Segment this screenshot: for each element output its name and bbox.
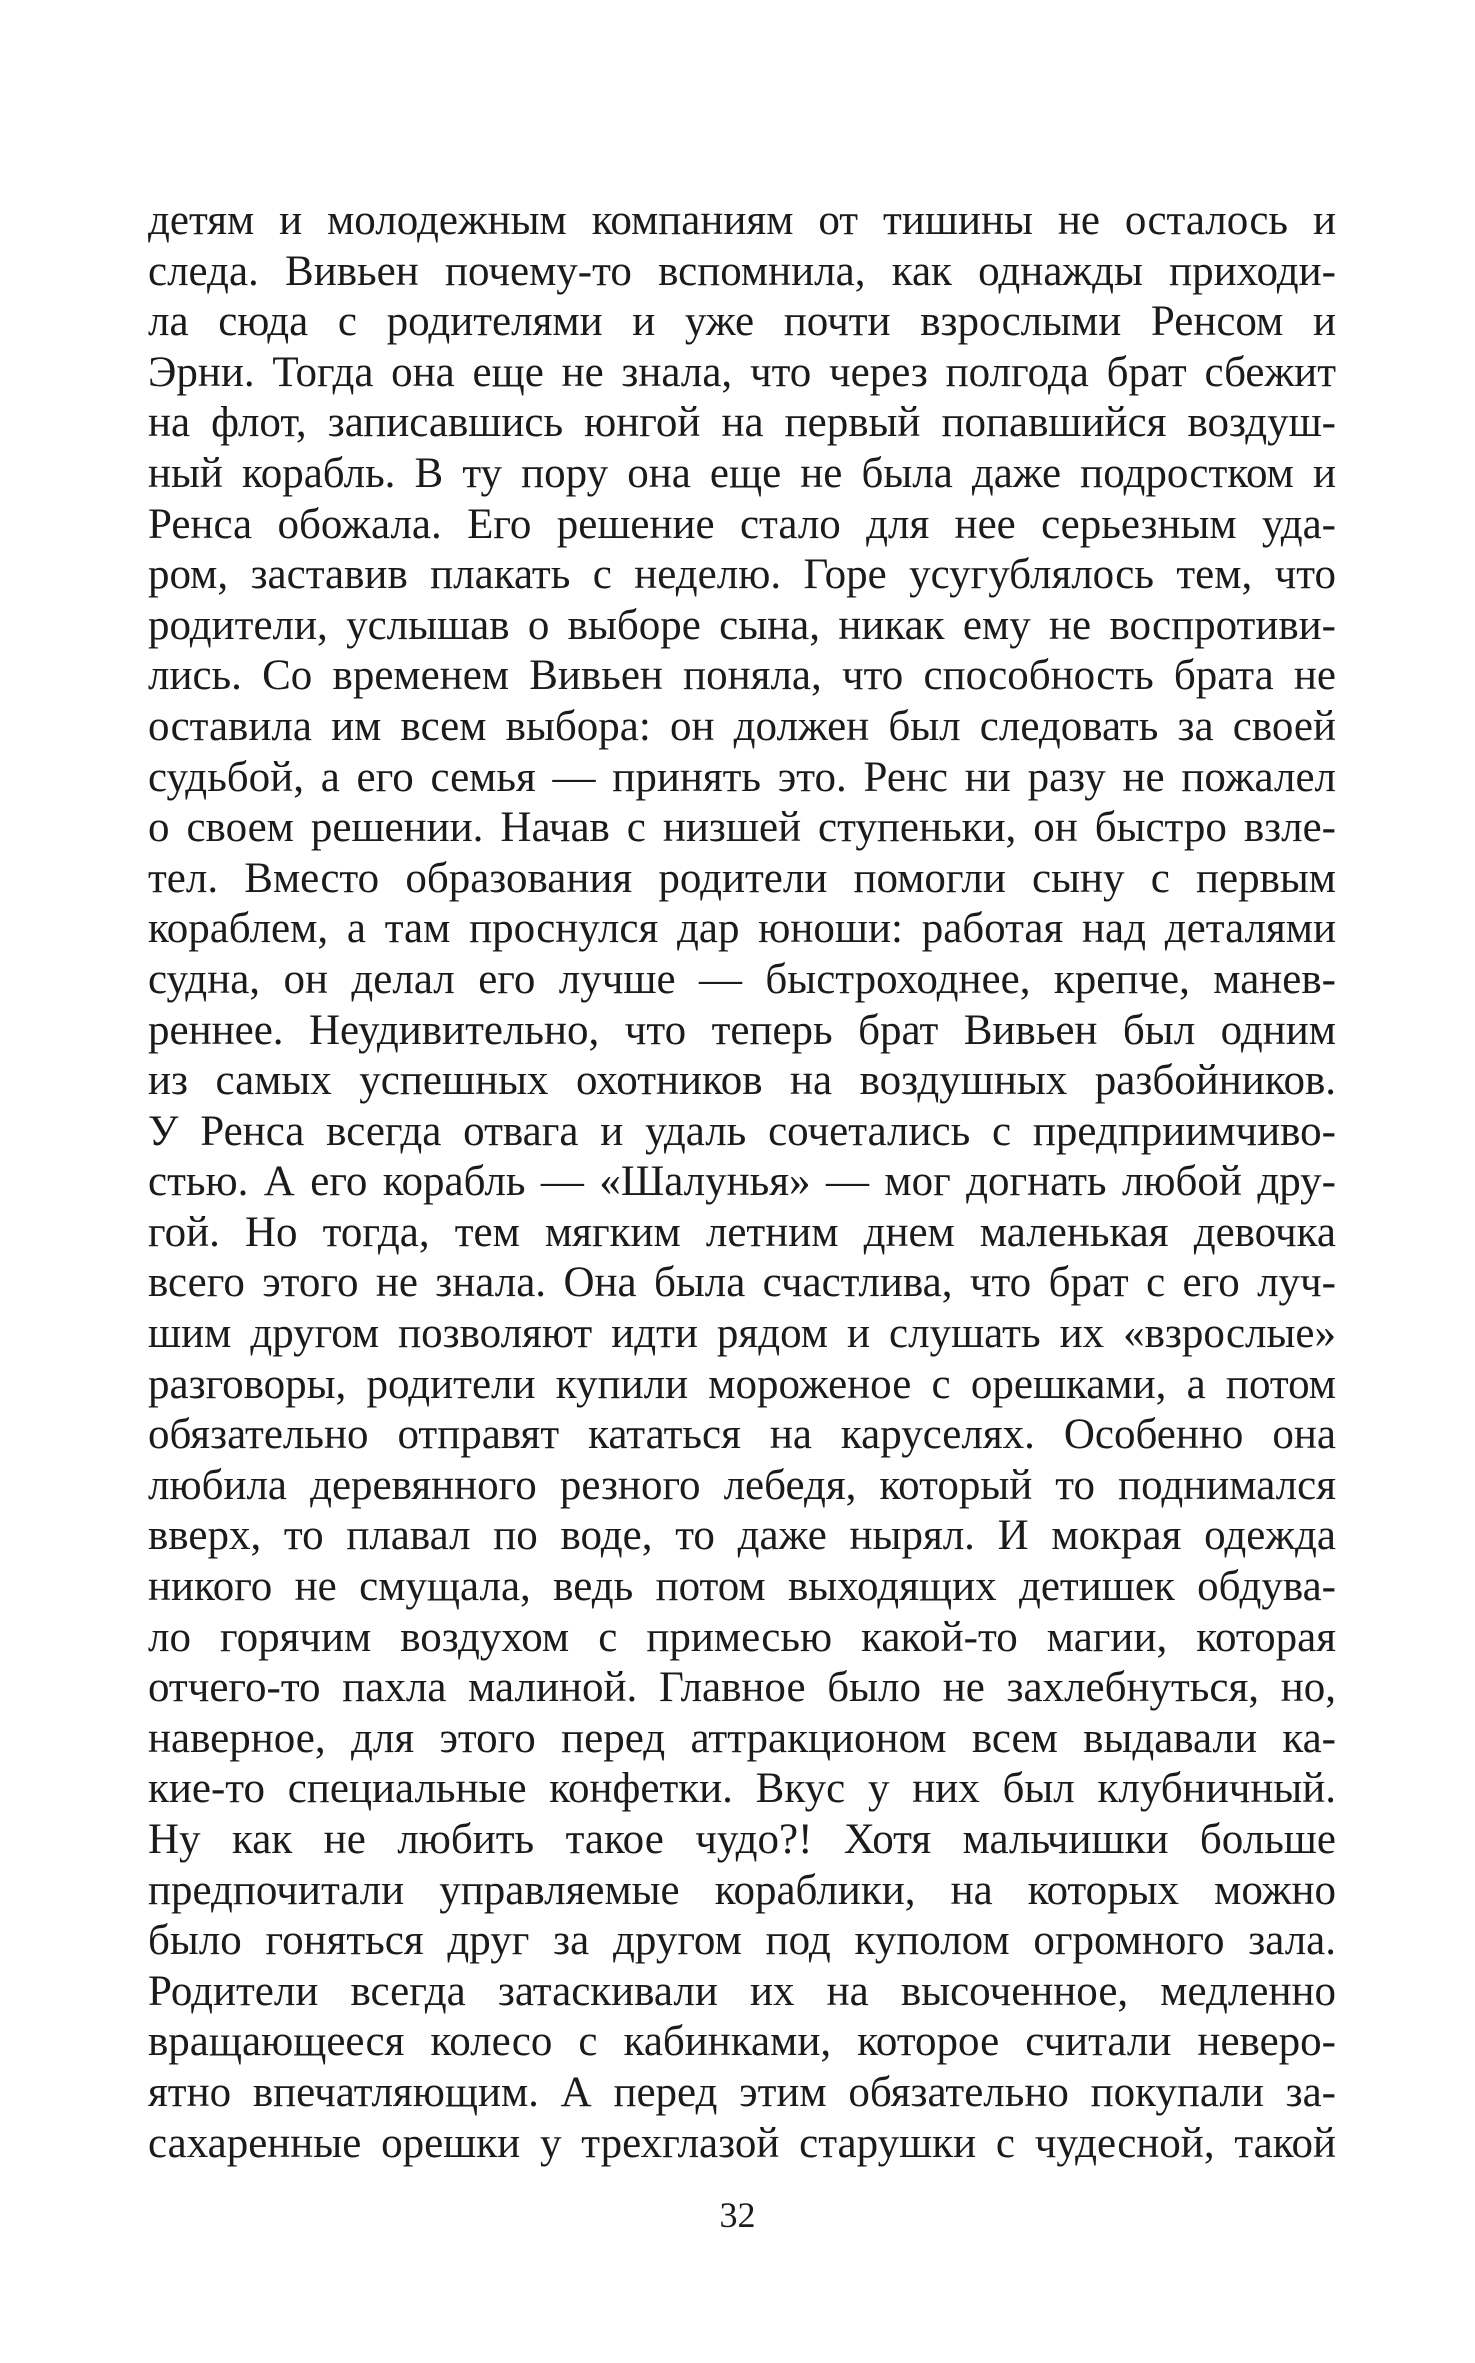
text-line: Ну как не любить такое чудо?! Хотя мальчишки больше <box>148 1816 1336 1863</box>
text-line: вверх, то плавал по воде, то даже нырял. И мокрая одежда <box>148 1512 1336 1560</box>
text-line: шим другом позволяют идти рядом и слушать их «взрослые» <box>148 1310 1336 1358</box>
text-line: Эрни. Тогда она еще не знала, что через полгода брат сбежит <box>148 348 1336 396</box>
text-line: гой. Но тогда, тем мягким летним днем маленькая девочка <box>148 1208 1336 1256</box>
text-line: ятно впечатляющим. А перед этим обязательно покупали за- <box>148 2068 1336 2116</box>
text-line: ный корабль. В ту пору она еще не была даже подростком и <box>148 449 1336 497</box>
text-line: родители, услышав о выборе сына, никак ему не воспротиви- <box>148 601 1336 649</box>
text-line: сахаренные орешки у трехглазой старушки с чудесной, такой <box>148 2119 1336 2167</box>
body-text <box>148 196 1336 2169</box>
text-line: следа. Вивьен почему-то вспомнила, как однажды приходи- <box>148 247 1336 295</box>
text-line: судьбой, а его семья — принять это. Ренс ни разу не пожалел <box>148 753 1336 801</box>
text-line: наверное, для этого перед аттракционом всем выдавали ка- <box>148 1714 1336 1762</box>
text-line: ром, заставив плакать с неделю. Горе усугублялось тем, что <box>148 551 1336 599</box>
text-line: тел. Вместо образования родители помогли сыну с первым <box>148 854 1336 902</box>
text-line: стью. А его корабль — «Шалунья» — мог догнать любой дру- <box>148 1158 1336 1206</box>
text-line: любила деревянного резного лебедя, который то поднимался <box>148 1461 1336 1509</box>
text-line: кие-то специальные конфетки. Вкус у них был клубничный. <box>148 1765 1336 1813</box>
page-number: 32 <box>719 2195 756 2235</box>
text-line: реннее. Неудивительно, что теперь брат Вивьен был одним <box>148 1006 1336 1054</box>
text-line: из самых успешных охотников на воздушных разбойников. <box>148 1057 1336 1105</box>
text-line: разговоры, родители купили мороженое с орешками, а потом <box>148 1360 1336 1408</box>
text-line: о своем решении. Начав с низшей ступеньки, он быстро взле- <box>148 804 1336 852</box>
text-line: никого не смущала, ведь потом выходящих детишек обдува- <box>148 1563 1336 1611</box>
text-line: детям и молодежным компаниям от тишины не осталось и <box>148 197 1336 244</box>
text-line: предпочитали управляемые кораблики, на которых можно <box>148 1866 1336 1914</box>
text-line: всего этого не знала. Она была счастлива, что брат с его луч- <box>148 1259 1336 1307</box>
text-line: ло горячим воздухом с примесью какой-то магии, которая <box>148 1613 1336 1661</box>
text-line: Ренса обожала. Его решение стало для нее серьезным уда- <box>148 500 1336 548</box>
text-line: вращающееся колесо с кабинками, которое считали неверо- <box>148 2018 1336 2066</box>
text-line: лись. Со временем Вивьен поняла, что способность брата не <box>148 652 1336 700</box>
text-line: оставила им всем выбора: он должен был следовать за своей <box>148 702 1336 750</box>
text-line: было гоняться друг за другом под куполом огромного зала. <box>148 1917 1336 1965</box>
text-line: на флот, записавшись юнгой на первый попавшийся воздуш- <box>148 399 1336 447</box>
text-line: судна, он делал его лучше — быстроходнее, крепче, манев- <box>148 955 1336 1003</box>
text-line: кораблем, а там проснулся дар юноши: работая над деталями <box>148 905 1336 953</box>
text-line: отчего-то пахла малиной. Главное было не захлебнуться, но, <box>148 1664 1336 1712</box>
text-line: Родители всегда затаскивали их на высоченное, медленно <box>148 1967 1336 2015</box>
text-line: обязательно отправят кататься на каруселях. Особенно она <box>148 1411 1336 1459</box>
text-line: ла сюда с родителями и уже почти взрослыми Ренсом и <box>148 298 1336 346</box>
text-line: У Ренса всегда отвага и удаль сочетались с предприимчиво- <box>148 1107 1336 1155</box>
